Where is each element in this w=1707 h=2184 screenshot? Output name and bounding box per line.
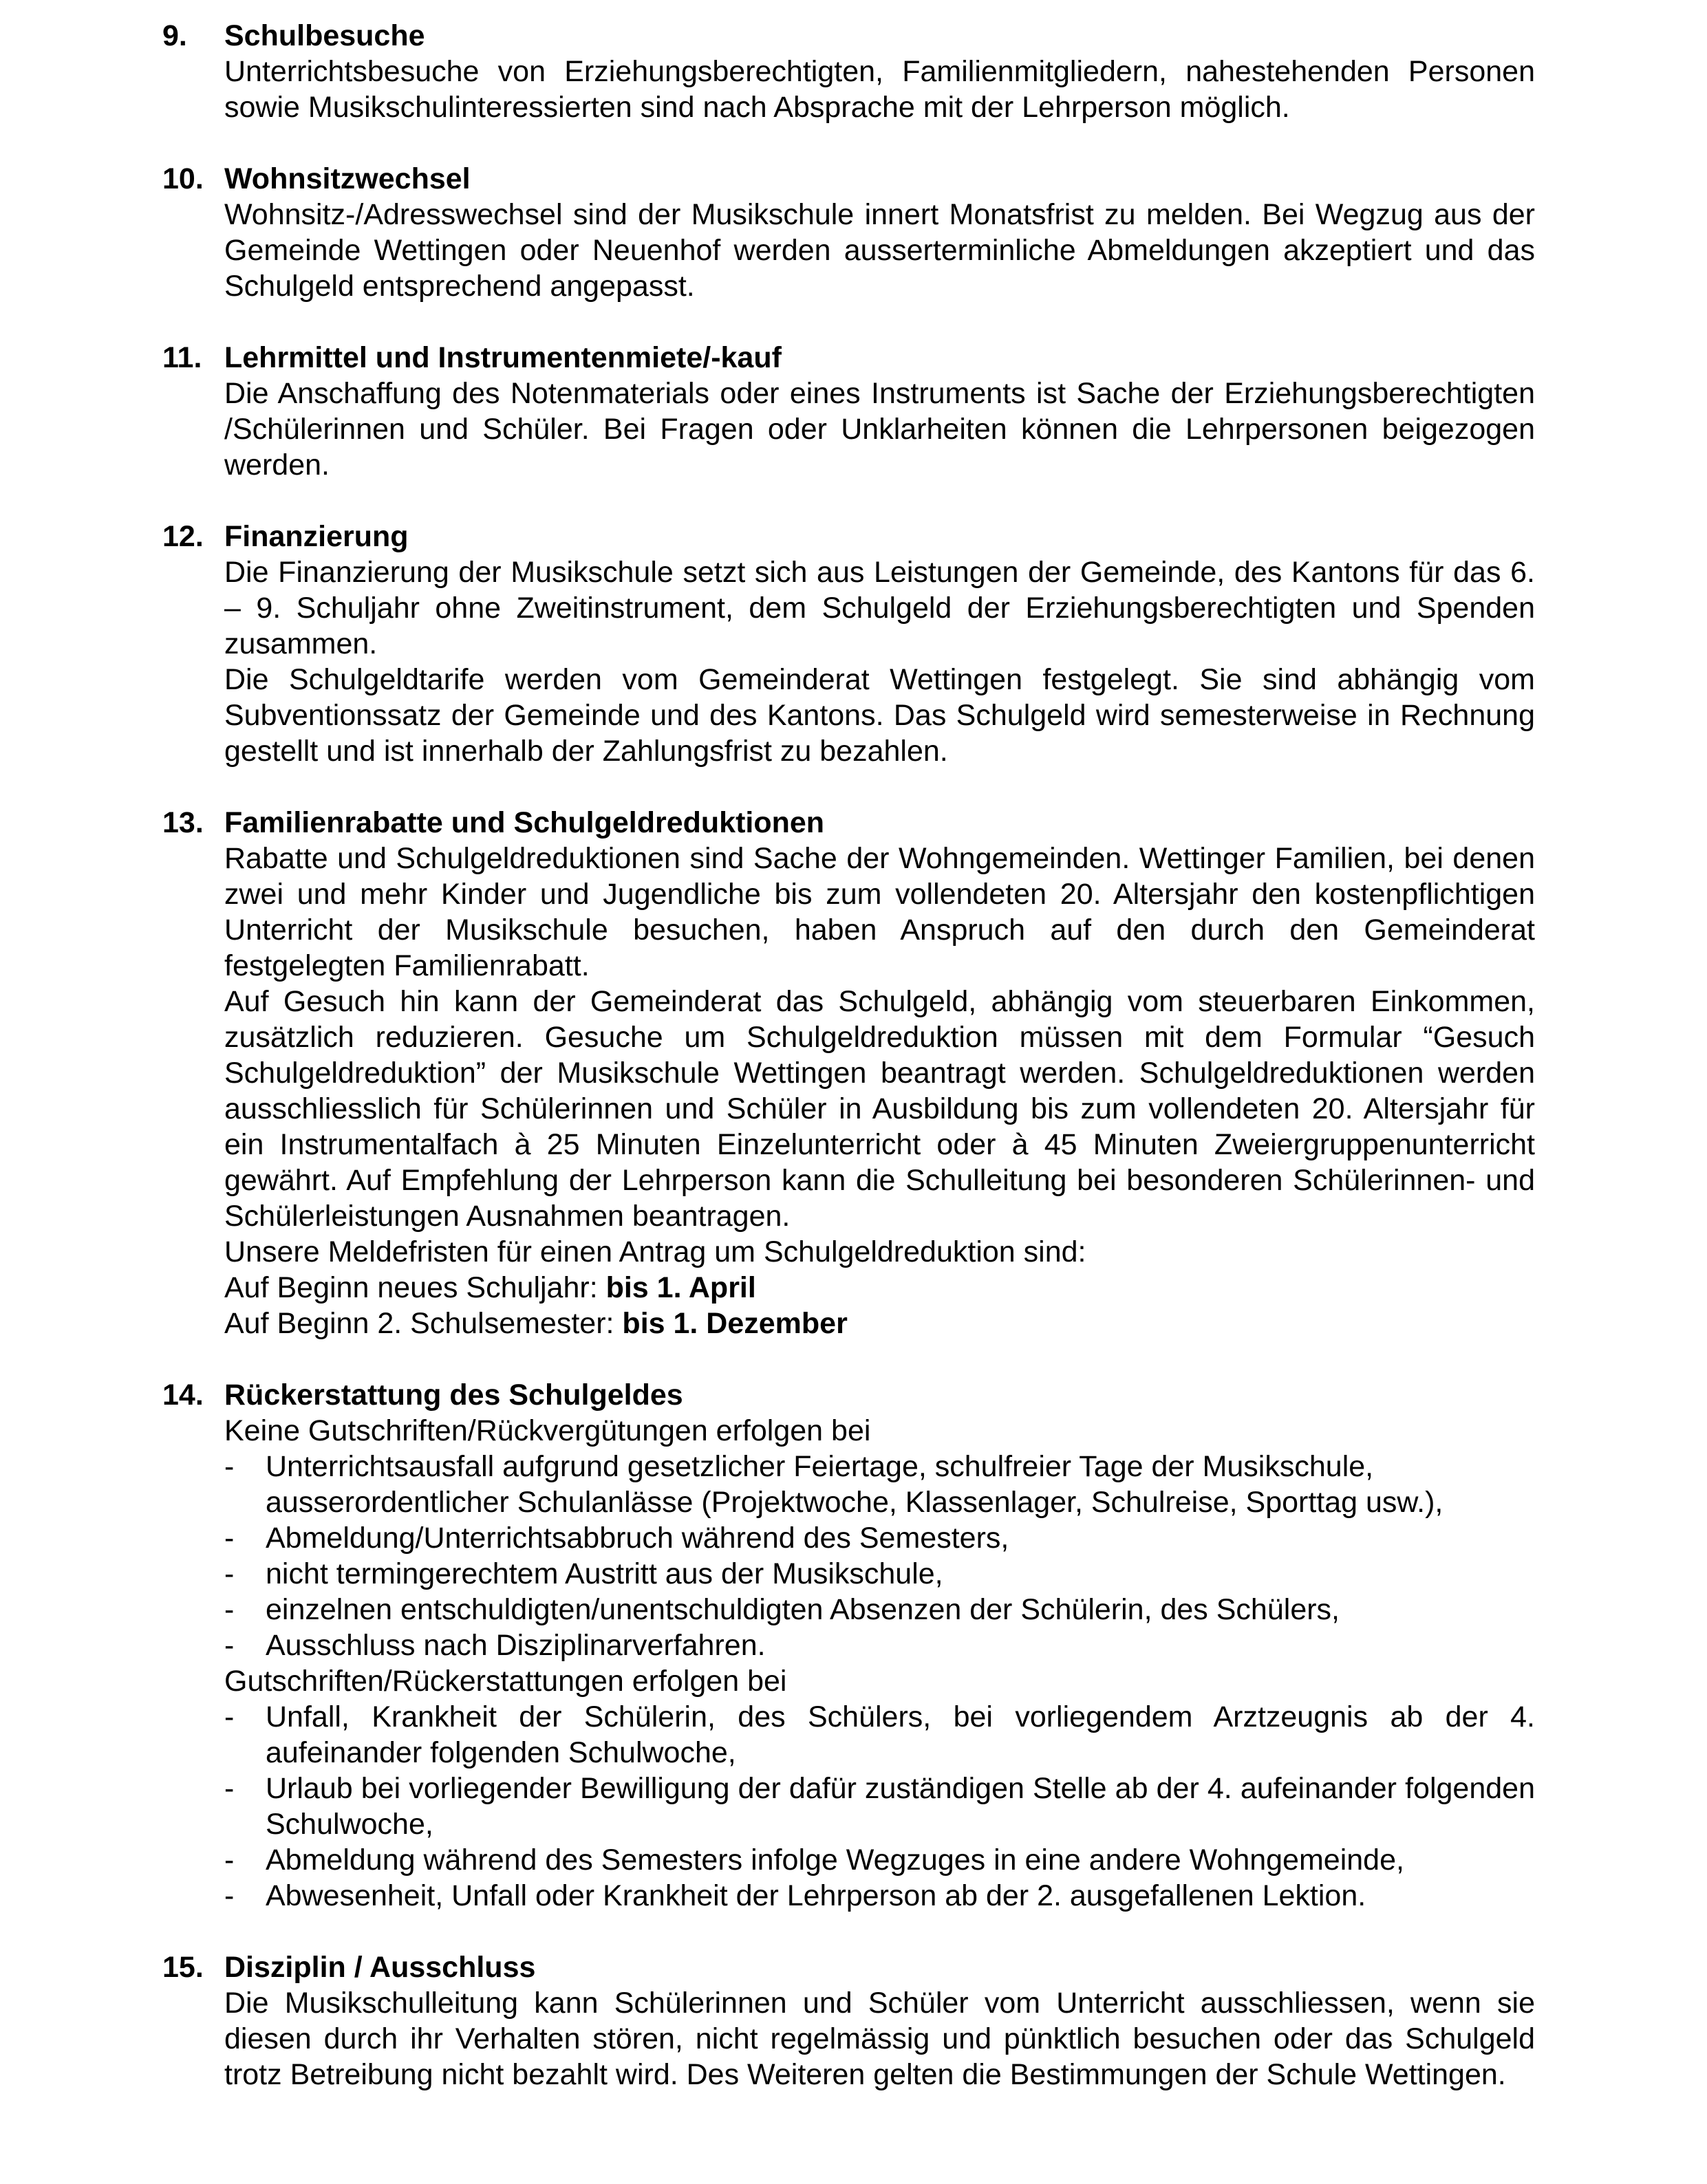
section-finanzierung: [162, 519, 1535, 769]
section-title: Finanzierung: [224, 520, 409, 553]
bullet-dash-icon: -: [224, 1700, 235, 1733]
section-number: 15.: [162, 1951, 204, 1984]
bullet-dash-icon: -: [224, 1772, 235, 1805]
section-heading: [162, 805, 1535, 841]
section-number: 12.: [162, 520, 204, 553]
list-item: - Unfall, Krankheit der Schülerin, des Schülers, bei vorliegendem Arztzeugnis ab der 4. aufeinander folgenden Schulwoche,: [224, 1700, 1535, 1769]
bullet-dash-icon: -: [224, 1522, 235, 1555]
list-item: - nicht termingerechtem Austritt aus der Musikschule,: [224, 1557, 943, 1590]
deadline-label: Auf Beginn neues Schuljahr:: [224, 1271, 606, 1304]
deadline-value: bis 1. Dezember: [622, 1307, 848, 1340]
section-number: 9.: [162, 19, 187, 52]
paragraph: Auf Gesuch hin kann der Gemeinderat das Schulgeld, abhängig vom steuerbaren Einkommen, zusätzlich reduzieren. Gesuche um Schulgeldreduktion müssen mit dem Formular “Gesuch Schulgeldreduktion” der Musikschule Wettingen beantragt werden. Schulgeldreduktionen werden ausschliesslich für Schülerinnen und Schüler in Ausbildung bis zum vollendeten 20. Altersjahr für ein Instrumentalfach à 25 Minuten Einzelunterricht oder à 45 Minuten Zweiergruppenunterricht gewährt. Auf Empfehlung der Lehrperson kann die Schulleitung bei besonderen Schülerinnen- und Schülerleistungen Ausnahmen beantragen.: [224, 985, 1535, 1233]
list-item: - Ausschluss nach Disziplinarverfahren.: [224, 1629, 766, 1662]
section-title: Disziplin / Ausschluss: [224, 1951, 536, 1984]
list-item: - Unterrichtsausfall aufgrund gesetzlicher Feiertage, schulfreier Tage der Musikschule, ausserordentlicher Schulanlässe (Projektwoche, Klassenlager, Schulreise, Sporttag usw.),: [224, 1450, 1443, 1519]
list-item: - Abwesenheit, Unfall oder Krankheit der Lehrperson ab der 2. ausgefallenen Lektion.: [224, 1879, 1366, 1912]
section-heading: [162, 519, 1535, 554]
bullet-dash-icon: -: [224, 1593, 235, 1626]
deadline-label: Auf Beginn 2. Schulsemester:: [224, 1307, 623, 1340]
section-heading: [162, 1377, 1535, 1413]
bullet-dash-icon: -: [224, 1557, 235, 1590]
section-title: Wohnsitzwechsel: [224, 162, 471, 195]
section-familienrabatte: [162, 805, 1535, 1341]
refund-intro: Gutschriften/Rückerstattungen erfolgen bei: [224, 1665, 787, 1698]
section-number: 10.: [162, 162, 204, 195]
list-item: - Abmeldung während des Semesters infolge Wegzuges in eine andere Wohngemeinde,: [224, 1844, 1404, 1877]
section-schulbesuche: [162, 18, 1535, 125]
deadline-second-semester: [224, 1306, 1535, 1341]
paragraph: Unterrichtsbesuche von Erziehungsberechtigten, Familienmitgliedern, nahestehenden Personen sowie Musikschulinteressierten sind nach Absprache mit der Lehrperson möglich.: [224, 55, 1535, 124]
section-number: 13.: [162, 806, 204, 839]
paragraph: Unsere Meldefristen für einen Antrag um Schulgeldreduktion sind:: [224, 1235, 1086, 1268]
section-heading: [162, 18, 1535, 54]
paragraph: Die Anschaffung des Notenmaterials oder eines Instruments ist Sache der Erziehungsberechtigten /Schülerinnen und Schüler. Bei Fragen oder Unklarheiten können die Lehrpersonen beigezogen werden.: [224, 377, 1535, 482]
section-heading: [162, 1949, 1535, 1985]
section-title: Schulbesuche: [224, 19, 425, 52]
section-heading: [162, 161, 1535, 197]
paragraph: Wohnsitz-/Adresswechsel sind der Musikschule innert Monatsfrist zu melden. Bei Wegzug aus der Gemeinde Wettingen oder Neuenhof werden ausserterminliche Abmeldungen akzeptiert und das Schulgeld entsprechend angepasst.: [224, 198, 1535, 303]
bullet-dash-icon: -: [224, 1450, 235, 1483]
list-item: - Abmeldung/Unterrichtsabbruch während des Semesters,: [224, 1522, 1009, 1555]
deadline-new-school-year: [224, 1270, 1535, 1306]
section-title: Rückerstattung des Schulgeldes: [224, 1378, 683, 1412]
paragraph: Rabatte und Schulgeldreduktionen sind Sache der Wohngemeinden. Wettinger Familien, bei denen zwei und mehr Kinder und Jugendliche bis zum vollendeten 20. Altersjahr den kostenpflichtigen Unterricht der Musikschule besuchen, haben Anspruch auf den durch den Gemeinderat festgelegten Familienrabatt.: [224, 842, 1535, 982]
section-title: Lehrmittel und Instrumentenmiete/-kauf: [224, 341, 782, 374]
section-disziplin: [162, 1949, 1535, 2093]
list-item: - einzelnen entschuldigten/unentschuldigten Absenzen der Schülerin, des Schülers,: [224, 1593, 1340, 1626]
no-refund-intro: Keine Gutschriften/Rückvergütungen erfolgen bei: [224, 1414, 871, 1447]
list-item: - Urlaub bei vorliegender Bewilligung der dafür zuständigen Stelle ab der 4. aufeinander folgenden Schulwoche,: [224, 1772, 1535, 1841]
section-number: 11.: [162, 341, 202, 374]
paragraph: Die Finanzierung der Musikschule setzt sich aus Leistungen der Gemeinde, des Kantons für das 6. – 9. Schuljahr ohne Zweitinstrument, dem Schulgeld der Erziehungsberechtigten und Spenden zusammen.: [224, 556, 1535, 660]
section-title: Familienrabatte und Schulgeldreduktionen: [224, 806, 825, 839]
section-lehrmittel: [162, 340, 1535, 483]
deadline-value: bis 1. April: [605, 1271, 756, 1304]
section-wohnsitzwechsel: [162, 161, 1535, 304]
bullet-dash-icon: -: [224, 1879, 235, 1912]
section-heading: [162, 340, 1535, 376]
section-rueckerstattung: [162, 1377, 1535, 1914]
paragraph: Die Musikschulleitung kann Schülerinnen und Schüler vom Unterricht ausschliessen, wenn sie diesen durch ihr Verhalten stören, nicht regelmässig und pünktlich besuchen oder das Schulgeld trotz Betreibung nicht bezahlt wird. Des Weiteren gelten die Bestimmungen der Schule Wettingen.: [224, 1987, 1535, 2091]
bullet-dash-icon: -: [224, 1844, 235, 1877]
paragraph: Die Schulgeldtarife werden vom Gemeinderat Wettingen festgelegt. Sie sind abhängig vom Subventionssatz der Gemeinde und des Kantons. Das Schulgeld wird semesterweise in Rechnung gestellt und ist innerhalb der Zahlungsfrist zu bezahlen.: [224, 663, 1535, 768]
bullet-dash-icon: -: [224, 1629, 235, 1662]
section-number: 14.: [162, 1378, 204, 1412]
